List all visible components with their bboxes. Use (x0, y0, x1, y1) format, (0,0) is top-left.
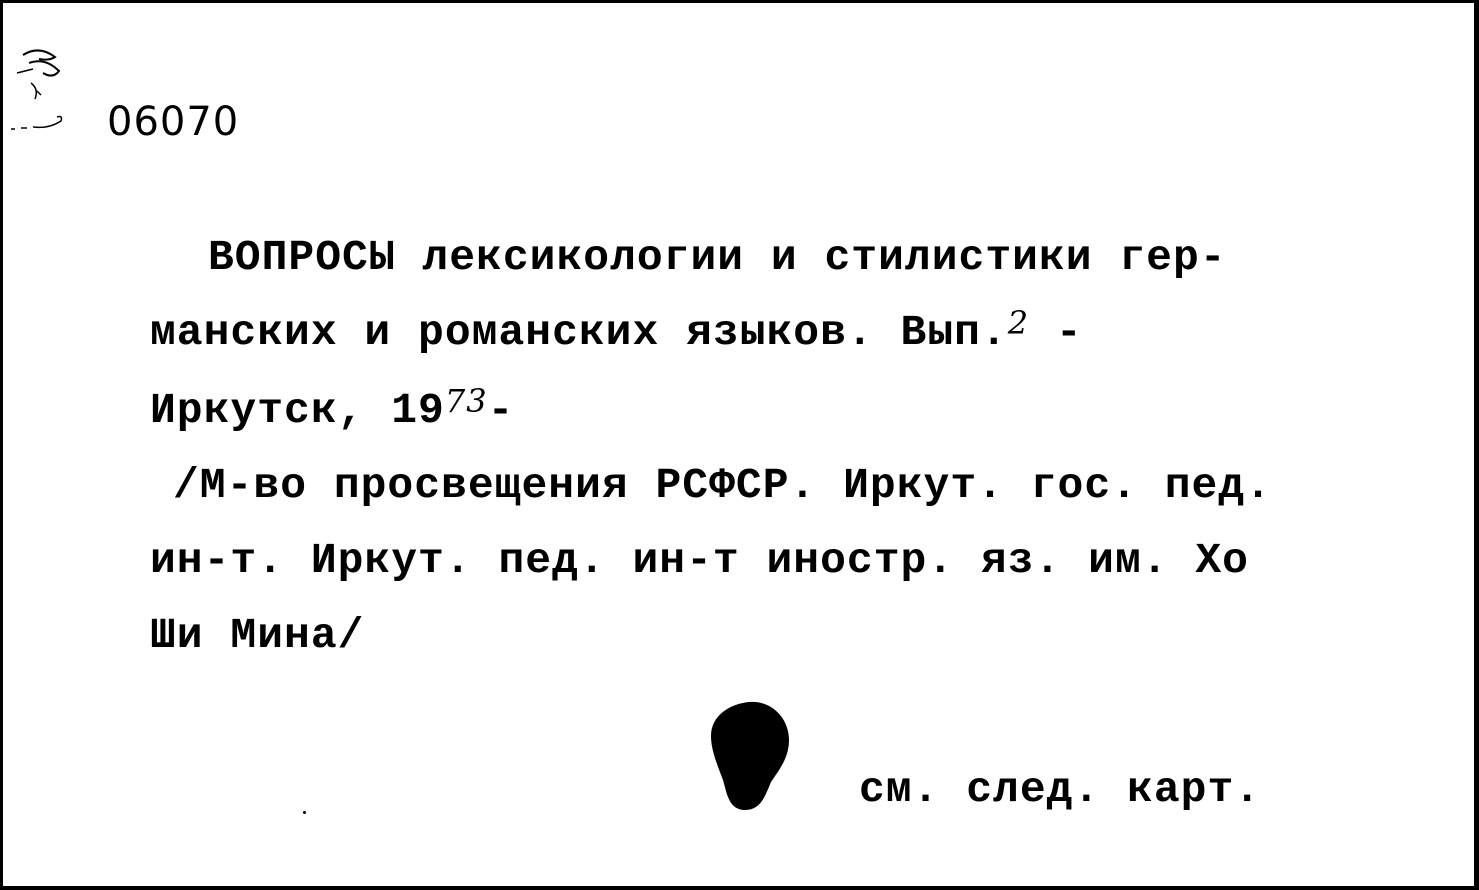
title-line-2-text: манских и романских языков. Вып. (150, 308, 1008, 357)
note-line-1: /М-во просвещения РСФСР. Иркут. гос. пед. (173, 461, 1272, 510)
note-line-3: Ши Мина/ (150, 611, 365, 660)
ink-speck (303, 811, 306, 814)
handwritten-mark-icon (9, 43, 69, 138)
imprint-dash: - (487, 386, 515, 435)
see-next-card: см. след. карт. (859, 765, 1262, 814)
note-line-2: ин-т. Иркут. пед. ин-т иностр. яз. им. Хо (150, 536, 1249, 585)
handwritten-year-digits: 73 (444, 382, 488, 420)
title-line-1: ВОПРОСЫ лексикологии и стилистики гер- (208, 233, 1227, 282)
imprint-place-year: Иркутск, 19 (150, 386, 445, 435)
handwritten-issue-number: 2 (1007, 304, 1030, 342)
title-line-2 (150, 304, 1083, 357)
dash: - (1055, 308, 1083, 357)
call-number: 06070 (107, 99, 240, 145)
ink-blot-icon (709, 700, 791, 812)
imprint-line (150, 382, 515, 435)
